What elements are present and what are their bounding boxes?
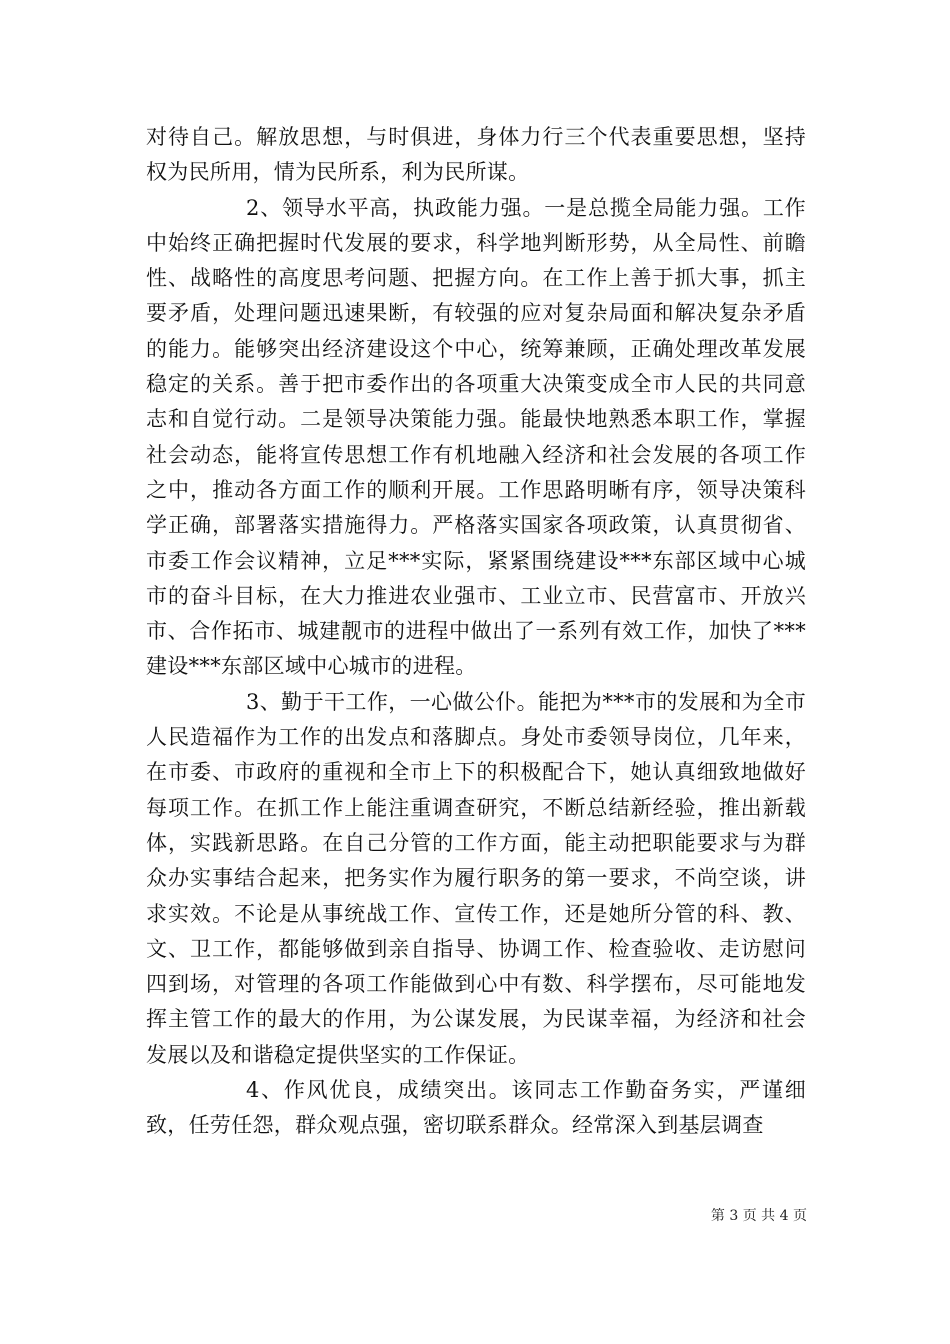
paragraph-4: 4、作风优良，成绩突出。该同志工作勤奋务实，严谨细致，任劳任怨，群众观点强，密切联系群众。经常深入到基层调查 — [146, 1078, 806, 1138]
paragraph-2: 2、领导水平高，执政能力强。一是总揽全局能力强。工作中始终正确把握时代发展的要求，科学地判断形势，从全局性、前瞻性、战略性的高度思考问题、把握方向。在工作上善于抓大事，抓主要矛盾，处理问题迅速果断，有较强的应对复杂局面和解决复杂矛盾的能力。能够突出经济建设这个中心，统筹兼顾，正确处理改革发展稳定的关系。善于把市委作出的各项重大决策变成全市人民的共同意志和自觉行动。二是领导决策能力强。能最快地熟悉本职工作，掌握社会动态，能将宣传思想工作有机地融入经济和社会发展的各项工作之中，推动各方面工作的顺利开展。工作思路明晰有序，领导决策科学正确，部署落实措施得力。严格落实国家各项政策，认真贯彻省、市委工作会议精神，立足***实际，紧紧围绕建设***东部区域中心城市的奋斗目标，在大力推进农业强市、工业立市、民营富市、开放兴市、合作拓市、城建靓市的进程中做出了一系列有效工作，加快了***建设***东部区域中心城市的进程。 — [146, 195, 806, 679]
document-body — [146, 120, 806, 1144]
paragraph-3: 3、勤于干工作，一心做公仆。能把为***市的发展和为全市人民造福作为工作的出发点和落脚点。身处市委领导岗位，几年来，在市委、市政府的重视和全市上下的积极配合下，她认真细致地做好每项工作。在抓工作上能注重调查研究，不断总结新经验，推出新载体，实践新思路。在自己分管的工作方面，能主动把职能要求与为群众办实事结合起来，把务实作为履行职务的第一要求，不尚空谈，讲求实效。不论是从事统战工作、宣传工作，还是她所分管的科、教、文、卫工作，都能够做到亲自指导、协调工作、检查验收、走访慰问四到场，对管理的各项工作能做到心中有数、科学摆布，尽可能地发挥主管工作的最大的作用，为公谋发展，为民谋幸福，为经济和社会发展以及和谐稳定提供坚实的工作保证。 — [146, 689, 806, 1067]
paragraph-1: 对待自己。解放思想，与时俱进，身体力行三个代表重要思想，坚持权为民所用，情为民所系，利为民所谋。 — [146, 125, 806, 185]
page-number-footer: 第 3 页 共 4 页 — [710, 1208, 807, 1224]
